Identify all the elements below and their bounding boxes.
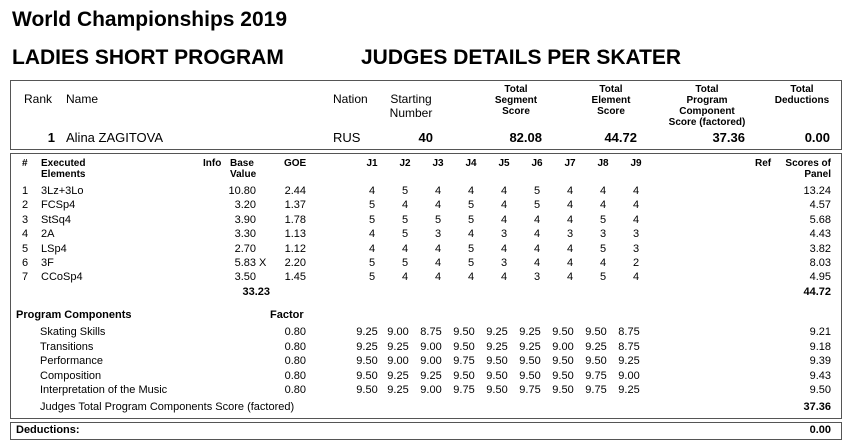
- judge-component-score: 8.75: [618, 340, 640, 353]
- judge-score: 5: [434, 213, 442, 226]
- judge-component-score: 9.00: [387, 355, 409, 368]
- skater-deductions: 0.00: [804, 130, 830, 145]
- element-name: 3F: [41, 257, 54, 269]
- judge-score: 5: [401, 228, 409, 241]
- tes-total: 44.72: [803, 286, 831, 298]
- element-number: 6: [22, 257, 29, 269]
- judge-component-score: 9.50: [552, 326, 574, 338]
- judge-score: 4: [401, 242, 409, 255]
- judge-score: 4: [401, 199, 409, 212]
- judge-component-score: 9.00: [618, 369, 640, 382]
- judge-component-score: 9.25: [420, 369, 442, 382]
- element-panel-score: 5.68: [809, 213, 831, 226]
- element-number: 5: [22, 242, 29, 255]
- base-value-header: Base Value: [230, 158, 257, 180]
- judge-component-score: 9.25: [387, 340, 409, 353]
- component-factor: 0.80: [284, 326, 306, 338]
- element-name: LSp4: [41, 242, 67, 255]
- element-base-value: 2.70: [234, 242, 256, 255]
- judge-score: 4: [434, 199, 442, 212]
- judge-score: 4: [368, 228, 376, 241]
- judge-header: J8: [597, 158, 609, 169]
- judge-score: 5: [368, 213, 376, 226]
- base-value-total: 33.23: [242, 286, 270, 298]
- pcs-total-label: Judges Total Program Components Score (factored): [40, 401, 295, 413]
- judge-score: 4: [632, 185, 640, 197]
- judge-score: 3: [632, 242, 640, 255]
- judge-score: 4: [533, 213, 541, 226]
- judge-score: 5: [467, 242, 475, 255]
- judge-component-score: 9.75: [453, 384, 475, 397]
- judge-score: 5: [467, 257, 475, 269]
- judge-score: 4: [632, 199, 640, 212]
- element-panel-score: 13.24: [803, 185, 831, 197]
- component-row: [0, 326, 852, 340]
- judge-score: 5: [599, 271, 607, 284]
- component-panel-score: 9.39: [809, 355, 831, 368]
- judge-score: 4: [434, 271, 442, 284]
- judge-component-score: 9.00: [420, 384, 442, 397]
- element-info: X: [259, 257, 267, 269]
- judge-score: 4: [566, 242, 574, 255]
- judge-score: 4: [632, 213, 640, 226]
- judge-score: 5: [467, 213, 475, 226]
- judge-component-score: 9.25: [356, 326, 378, 338]
- component-factor: 0.80: [284, 355, 306, 368]
- component-row: [0, 384, 852, 398]
- judge-component-score: 9.50: [486, 355, 508, 368]
- element-row: [0, 257, 852, 271]
- judge-score: 3: [599, 228, 607, 241]
- judge-component-score: 9.25: [387, 384, 409, 397]
- judge-score: 4: [401, 271, 409, 284]
- element-panel-score: 4.43: [809, 228, 831, 241]
- judge-score: 4: [566, 257, 574, 269]
- judge-score: 4: [467, 271, 475, 284]
- judge-component-score: 9.75: [585, 369, 607, 382]
- deductions-value: 0.00: [809, 424, 831, 436]
- judge-header: J2: [399, 158, 411, 169]
- element-number: 2: [22, 199, 29, 212]
- name-header: Name: [66, 92, 99, 106]
- ref-header: Ref: [755, 158, 772, 169]
- judge-score: 3: [500, 228, 508, 241]
- judge-score: 4: [434, 185, 442, 197]
- judge-component-score: 8.75: [618, 326, 640, 338]
- judge-component-score: 9.50: [453, 340, 475, 353]
- judge-score: 4: [434, 242, 442, 255]
- element-base-value: 3.20: [234, 199, 256, 212]
- component-panel-score: 9.50: [809, 384, 831, 397]
- judge-score: 3: [632, 228, 640, 241]
- judge-score: 4: [599, 199, 607, 212]
- judge-header: J1: [366, 158, 378, 169]
- element-row: [0, 243, 852, 257]
- judge-component-score: 9.00: [387, 326, 409, 338]
- executed-elements-header: Executed Elements: [41, 158, 86, 180]
- component-row: [0, 355, 852, 369]
- component-name: Interpretation of the Music: [40, 384, 168, 397]
- judge-score: 3: [434, 228, 442, 241]
- judge-score: 4: [500, 213, 508, 226]
- judge-component-score: 9.50: [585, 355, 607, 368]
- judge-score: 4: [566, 185, 574, 197]
- element-number: 7: [22, 271, 29, 284]
- element-name: CCoSp4: [41, 271, 83, 284]
- element-row: [0, 199, 852, 213]
- element-number: 4: [22, 228, 29, 241]
- judge-score: 3: [566, 228, 574, 241]
- element-name: FCSp4: [41, 199, 76, 212]
- judge-score: 5: [533, 199, 541, 212]
- element-panel-score: 3.82: [809, 242, 831, 255]
- component-name: Composition: [40, 369, 102, 382]
- element-name: 3Lz+3Lo: [41, 185, 84, 197]
- element-goe: 2.20: [284, 257, 306, 269]
- judge-component-score: 9.25: [486, 340, 508, 353]
- event-title: World Championships 2019: [12, 8, 287, 31]
- element-number: 3: [22, 213, 29, 226]
- report-title: JUDGES DETAILS PER SKATER: [361, 46, 682, 69]
- judge-score: 4: [500, 185, 508, 197]
- judge-component-score: 9.50: [453, 369, 475, 382]
- skater-tss: 82.08: [509, 130, 542, 145]
- judge-score: 4: [566, 271, 574, 284]
- judge-score: 4: [500, 242, 508, 255]
- component-name: Performance: [40, 355, 103, 368]
- element-base-value: 3.90: [234, 213, 256, 226]
- judge-component-score: 9.00: [420, 340, 442, 353]
- component-name: Skating Skills: [40, 326, 106, 338]
- skater-rank: 1: [47, 130, 55, 145]
- element-base-value: 3.50: [234, 271, 256, 284]
- judge-score: 5: [599, 242, 607, 255]
- judge-score: 5: [599, 213, 607, 226]
- judge-component-score: 9.50: [356, 369, 378, 382]
- judge-score: 4: [500, 271, 508, 284]
- judge-header: J4: [465, 158, 477, 169]
- judge-component-score: 9.25: [618, 355, 640, 368]
- judge-component-score: 9.50: [519, 355, 541, 368]
- judge-score: 5: [401, 257, 409, 269]
- judge-score: 4: [632, 271, 640, 284]
- tes-header: Total Element Score: [591, 84, 631, 117]
- judge-score: 4: [467, 185, 475, 197]
- judge-component-score: 9.75: [585, 384, 607, 397]
- judge-score: 3: [533, 271, 541, 284]
- judge-component-score: 9.50: [585, 326, 607, 338]
- pcs-total: 37.36: [803, 401, 831, 413]
- judge-score: 4: [566, 213, 574, 226]
- judge-score: 4: [368, 185, 376, 197]
- element-goe: 1.13: [284, 228, 306, 241]
- judge-score: 5: [368, 271, 376, 284]
- judge-component-score: 9.50: [519, 369, 541, 382]
- component-row: [0, 370, 852, 384]
- segment-title: LADIES SHORT PROGRAM: [12, 46, 284, 69]
- judge-score: 4: [500, 199, 508, 212]
- judge-component-score: 9.50: [453, 326, 475, 338]
- pcs-header: Total Program Component Score (factored): [668, 84, 746, 128]
- judge-header: J9: [630, 158, 642, 169]
- judge-score: 4: [434, 257, 442, 269]
- element-base-value: 5.83: [234, 257, 256, 269]
- judge-score: 4: [599, 257, 607, 269]
- element-panel-score: 8.03: [809, 257, 831, 269]
- element-name: 2A: [41, 228, 55, 241]
- deductions-label: Deductions:: [16, 424, 80, 436]
- judge-component-score: 9.25: [519, 340, 541, 353]
- judge-header: J5: [498, 158, 510, 169]
- judge-score: 5: [368, 199, 376, 212]
- judge-component-score: 9.25: [519, 326, 541, 338]
- element-goe: 2.44: [284, 185, 306, 197]
- judge-component-score: 8.75: [420, 326, 442, 338]
- component-factor: 0.80: [284, 384, 306, 397]
- component-panel-score: 9.21: [809, 326, 831, 338]
- component-panel-score: 9.43: [809, 369, 831, 382]
- judge-score: 4: [599, 185, 607, 197]
- judge-component-score: 9.25: [585, 340, 607, 353]
- skater-tes: 44.72: [604, 130, 637, 145]
- element-row: [0, 214, 852, 228]
- skater-nation: RUS: [333, 130, 361, 145]
- judge-header: J6: [531, 158, 543, 169]
- program-components-header: Program Components: [16, 309, 132, 321]
- judge-score: 4: [533, 257, 541, 269]
- judge-score: 4: [467, 228, 475, 241]
- element-goe: 1.12: [284, 242, 306, 255]
- tss-header: Total Segment Score: [494, 84, 538, 117]
- element-row: [0, 271, 852, 285]
- element-goe: 1.78: [284, 213, 306, 226]
- element-panel-score: 4.57: [809, 199, 831, 212]
- judge-component-score: 9.75: [453, 355, 475, 368]
- judge-component-score: 9.50: [552, 355, 574, 368]
- component-row: [0, 341, 852, 355]
- element-panel-score: 4.95: [809, 271, 831, 284]
- judge-score: 5: [368, 257, 376, 269]
- rank-header: Rank: [24, 92, 53, 106]
- judge-component-score: 9.50: [356, 355, 378, 368]
- component-factor: 0.80: [284, 340, 306, 353]
- judge-score: 4: [566, 199, 574, 212]
- panel-score-header: Scores of Panel: [785, 158, 831, 180]
- judge-component-score: 9.50: [486, 384, 508, 397]
- judge-component-score: 9.50: [486, 369, 508, 382]
- judge-component-score: 9.50: [356, 384, 378, 397]
- judge-score: 2: [632, 257, 640, 269]
- judge-component-score: 9.75: [519, 384, 541, 397]
- judge-header: J7: [564, 158, 576, 169]
- element-row: [0, 228, 852, 242]
- judge-score: 5: [467, 199, 475, 212]
- skater-starting-number: 40: [418, 130, 433, 145]
- judge-score: 5: [401, 185, 409, 197]
- element-base-value: 10.80: [228, 185, 256, 197]
- judge-component-score: 9.25: [356, 340, 378, 353]
- skater-pcs: 37.36: [712, 130, 745, 145]
- skater-name: Alina ZAGITOVA: [66, 130, 164, 145]
- judge-component-score: 9.50: [552, 384, 574, 397]
- element-goe: 1.45: [284, 271, 306, 284]
- judge-score: 4: [368, 242, 376, 255]
- component-factor: 0.80: [284, 369, 306, 382]
- deductions-header: Total Deductions: [774, 84, 830, 106]
- factor-header: Factor: [270, 309, 304, 321]
- deductions-box: [10, 422, 842, 440]
- judge-score: 4: [533, 242, 541, 255]
- element-base-value: 3.30: [234, 228, 256, 241]
- judge-score: 3: [500, 257, 508, 269]
- judge-component-score: 9.50: [552, 369, 574, 382]
- component-panel-score: 9.18: [809, 340, 831, 353]
- judge-score: 5: [401, 213, 409, 226]
- judge-component-score: 9.25: [486, 326, 508, 338]
- judge-component-score: 9.00: [552, 340, 574, 353]
- goe-header: GOE: [284, 158, 307, 169]
- element-number: 1: [22, 185, 29, 197]
- judge-component-score: 9.25: [387, 369, 409, 382]
- component-name: Transitions: [40, 340, 94, 353]
- info-header: Info: [203, 158, 222, 169]
- judge-score: 4: [533, 228, 541, 241]
- judge-component-score: 9.25: [618, 384, 640, 397]
- element-goe: 1.37: [284, 199, 306, 212]
- element-name: StSq4: [41, 213, 71, 226]
- element-row: [0, 185, 852, 199]
- judge-component-score: 9.00: [420, 355, 442, 368]
- judge-header: J3: [432, 158, 444, 169]
- element-number-header: #: [22, 158, 28, 169]
- nation-header: Nation: [333, 92, 368, 106]
- starting-number-header: Starting Number: [389, 92, 433, 120]
- judge-score: 5: [533, 185, 541, 197]
